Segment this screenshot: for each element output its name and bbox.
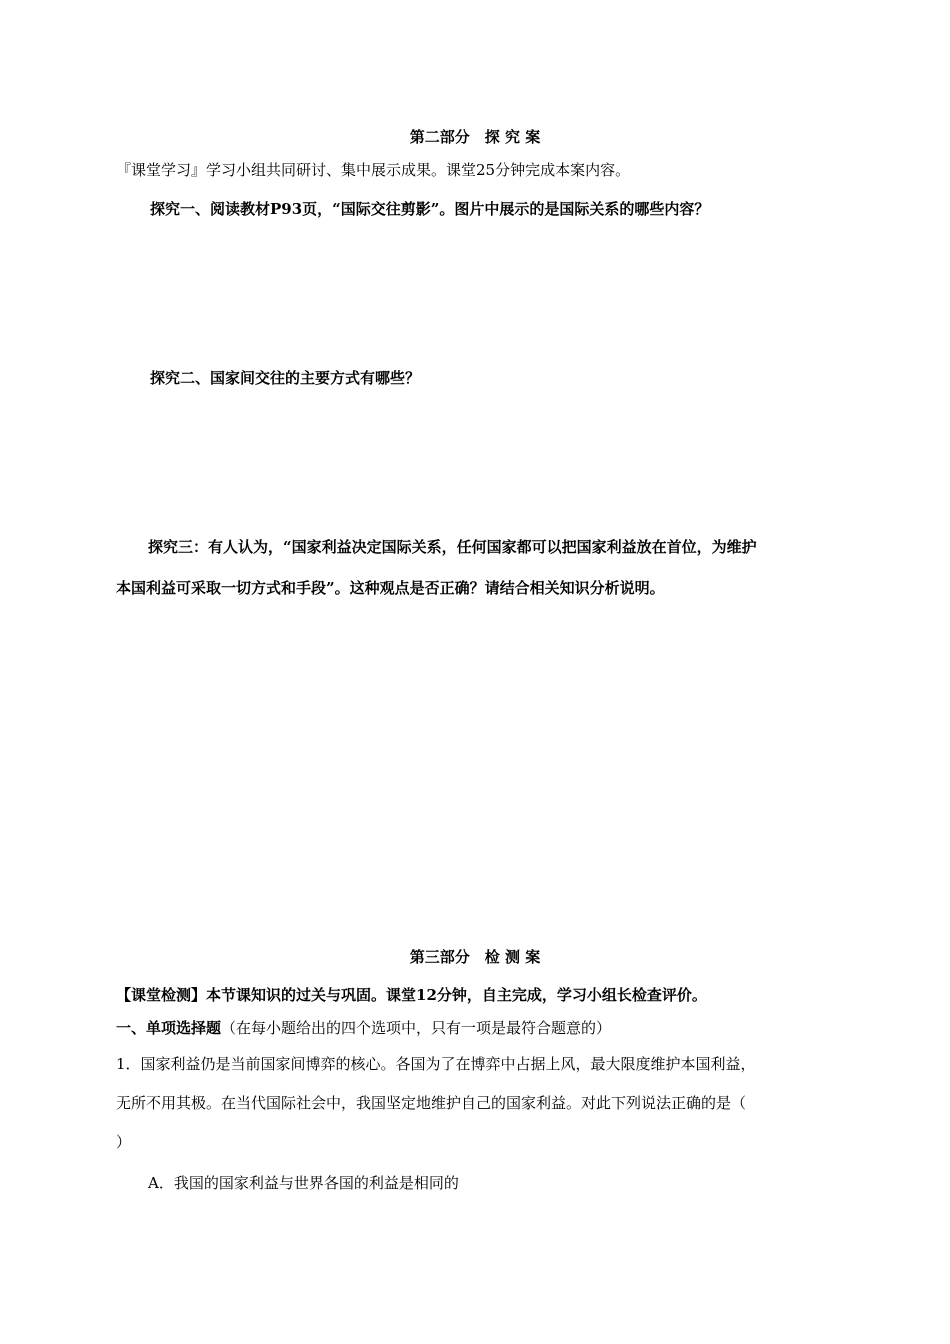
option-a: A．我国的国家利益与世界各国的利益是相同的: [148, 1174, 459, 1192]
section-1-label: 一、单项选择题: [116, 1019, 222, 1037]
inquiry-1: 探究一、阅读教材P93页，“国际交往剪影”。图片中展示的是国际关系的哪些内容？: [150, 200, 710, 218]
part2-intro: 『课堂学习』学习小组共同研讨、集中展示成果。课堂25分钟完成本案内容。: [116, 161, 631, 179]
class-check-text: 本节课知识的过关与巩固。课堂12分钟，自主完成，学习小组长检查评价。: [206, 986, 707, 1004]
inquiry-3-line-1: 探究三：有人认为，“国家利益决定国际关系，任何国家都可以把国家利益放在首位，为维护: [148, 538, 757, 556]
question-1-line-1: 1．国家利益仍是当前国家间博弈的核心。各国为了在博弈中占据上风，最大限度维护本国利益，: [116, 1055, 756, 1073]
question-1-line-2: 无所不用其极。在当代国际社会中，我国坚定地维护自己的国家利益。对此下列说法正确的是（: [116, 1094, 747, 1112]
class-check-label: 【课堂检测】: [116, 986, 207, 1004]
question-1-line-3: ）: [116, 1133, 132, 1151]
class-check-line: [116, 984, 707, 1006]
inquiry-3-line-2: 本国利益可采取一切方式和手段”。这种观点是否正确？请结合相关知识分析说明。: [116, 579, 665, 597]
inquiry-2: 探究二、国家间交往的主要方式有哪些？: [150, 369, 421, 387]
part3-heading: 第三部分 检 测 案: [409, 948, 541, 966]
section-1-line: [116, 1017, 611, 1039]
section-1-note: （在每小题给出的四个选项中，只有一项是最符合题意的）: [221, 1019, 612, 1037]
part2-heading: 第二部分 探 究 案: [409, 128, 541, 146]
